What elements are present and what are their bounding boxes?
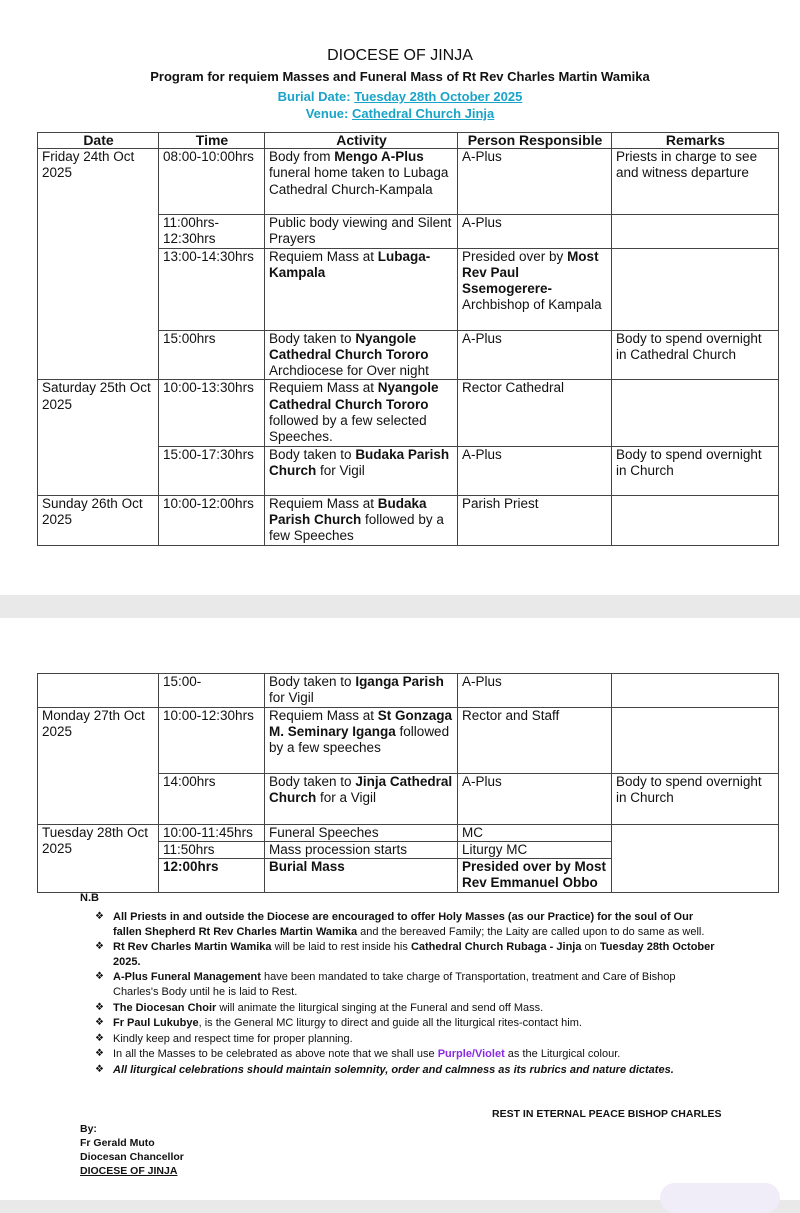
note-bold: Rt Rev Charles Martin Wamika — [113, 941, 272, 954]
activity-text: Body taken to — [269, 330, 356, 346]
activity-bold: Nyangole Cathedral Church Tororo — [269, 330, 429, 362]
activity-cell: Mass procession starts — [265, 841, 458, 858]
time-cell: 10:00-12:00hrs — [159, 495, 265, 545]
remarks-cell — [612, 674, 779, 708]
activity-cell — [265, 446, 458, 495]
signature-name: Fr Gerald Muto — [80, 1137, 155, 1149]
activity-cell — [265, 674, 458, 708]
note-bold: All Priests in and outside the Diocese are encouraged to offer Holy Masses ( — [113, 911, 512, 923]
activity-bold: Budaka Parish Church — [269, 495, 427, 527]
notes-list — [95, 910, 715, 1079]
activity-text: for Vigil — [269, 690, 314, 706]
date-cell: Friday 24th Oct 2025 — [38, 149, 159, 380]
schedule-table-page2 — [37, 673, 779, 893]
list-item — [95, 1001, 715, 1016]
activity-cell: Public body viewing and Silent Prayers — [265, 215, 458, 249]
activity-cell — [265, 707, 458, 773]
remarks-cell — [612, 380, 779, 446]
nb-label: N.B — [80, 892, 99, 904]
activity-cell — [265, 380, 458, 446]
remarks-cell: Body to spend overnight in Cathedral Church — [612, 330, 779, 380]
diamond-bullet-icon: ❖ — [95, 1001, 104, 1013]
date-cell: Tuesday 28th Oct 2025 — [38, 824, 159, 892]
activity-bold: Nyangole Cathedral Church Tororo — [269, 380, 439, 412]
note-text: will be laid to rest inside his — [271, 941, 411, 954]
time-cell: 11:00hrs-12:30hrs — [159, 215, 265, 249]
person-cell: A-Plus — [458, 674, 612, 708]
activity-cell — [265, 330, 458, 380]
venue-label: Venue: — [305, 106, 352, 121]
activity-text: for Vigil — [316, 462, 365, 478]
list-item — [95, 1032, 715, 1047]
person-cell: A-Plus — [458, 446, 612, 495]
note-text: as the Liturgical colour. — [504, 1048, 621, 1061]
activity-text: Body taken to — [269, 446, 356, 462]
diamond-bullet-icon: ❖ — [95, 941, 104, 953]
person-cell: Rector and Staff — [458, 707, 612, 773]
note-text: and the bereaved Family; the Laity are called upon to do same as well. — [357, 925, 705, 938]
time-cell: 10:00-12:30hrs — [159, 707, 265, 773]
activity-text: followed by a few Speeches — [269, 511, 444, 544]
note-text: on — [581, 941, 600, 954]
activity-text: for a Vigil — [316, 789, 377, 805]
remarks-cell — [612, 495, 779, 545]
signature-by: By: — [80, 1123, 97, 1135]
person-cell: Presided over by Most Rev Emmanuel Obbo — [458, 859, 612, 893]
activity-cell: Funeral Speeches — [265, 824, 458, 841]
list-item — [95, 1047, 715, 1062]
diamond-bullet-icon: ❖ — [95, 1032, 104, 1044]
activity-bold: St Gonzaga M. Seminary Iganga — [269, 707, 453, 739]
burial-date-line — [0, 89, 800, 104]
time-cell: 08:00-10:00hrs — [159, 149, 265, 215]
table-row — [38, 824, 779, 841]
list-item — [95, 1063, 715, 1078]
signature-role: Diocesan Chancellor — [80, 1151, 184, 1163]
activity-text: Archdiocese for Over night — [269, 363, 429, 379]
person-cell — [458, 248, 612, 330]
table-row — [38, 380, 779, 446]
document-title: DIOCESE OF JINJA — [327, 47, 473, 64]
note-bold: A-Plus Funeral Management — [113, 971, 261, 984]
diamond-bullet-icon: ❖ — [95, 1017, 104, 1029]
activity-text: Requiem Mass at — [269, 380, 378, 396]
note-text: In all the Masses to be celebrated as above note that we shall use — [113, 1048, 438, 1061]
activity-text: Body taken to — [269, 773, 356, 789]
diamond-bullet-icon: ❖ — [95, 1063, 104, 1075]
activity-text: funeral home taken to Lubaga Cathedral Church-Kampala — [269, 165, 449, 197]
note-bold-italic: All liturgical celebrations should maintain solemnity, order and calmness as its rubrics and nature dictates. — [113, 1063, 674, 1076]
remarks-cell: Body to spend overnight in Church — [612, 773, 779, 824]
note-text: have been mandated to take charge of Transportation, treatment and Care of Bishop Charles's Body until he is laid to Rest. — [113, 971, 676, 998]
person-cell: A-Plus — [458, 215, 612, 249]
header-activity: Activity — [265, 133, 458, 149]
venue-value: Cathedral Church Jinja — [351, 106, 495, 121]
table-row — [38, 495, 779, 545]
header-remarks: Remarks — [612, 133, 779, 149]
header-person: Person Responsible — [458, 133, 612, 149]
remarks-cell — [612, 707, 779, 773]
closing-line: REST IN ETERNAL PEACE BISHOP CHARLES — [492, 1108, 722, 1120]
activity-cell — [265, 149, 458, 215]
activity-bold: Jinja Cathedral Church — [269, 773, 453, 805]
person-text: Archbishop of Kampala — [462, 297, 602, 313]
date-cell: Saturday 25th Oct 2025 — [38, 380, 159, 495]
list-item — [95, 940, 715, 969]
time-cell: 15:00hrs — [159, 330, 265, 380]
remarks-cell: Body to spend overnight in Church — [612, 446, 779, 495]
activity-bold: Mengo A-Plus — [334, 149, 424, 164]
person-cell: Liturgy MC — [458, 841, 612, 858]
diamond-bullet-icon: ❖ — [95, 1048, 104, 1060]
time-cell: 15:00-17:30hrs — [159, 446, 265, 495]
list-item — [95, 910, 715, 939]
note-bold: as our Practice — [511, 911, 591, 923]
person-text: Presided over by — [462, 248, 568, 264]
venue-line — [0, 106, 800, 121]
note-bold: Rt Rev Charles Martin Wamika — [198, 925, 358, 938]
note-bold: ) for the soul of Our fallen Shepherd — [113, 911, 694, 938]
person-cell: MC — [458, 824, 612, 841]
date-cell: Monday 27th Oct 2025 — [38, 707, 159, 824]
header-time: Time — [159, 133, 265, 149]
activity-bold: Lubaga-Kampala — [269, 248, 431, 280]
diamond-bullet-icon: ❖ — [95, 911, 104, 922]
note-colored: Purple/Violet — [437, 1048, 505, 1061]
activity-text: Body from — [269, 149, 335, 164]
burial-value: Tuesday 28th October 2025 — [354, 89, 523, 104]
activity-bold: Budaka Parish Church — [269, 446, 450, 478]
remarks-cell: Priests in charge to see and witness departure — [612, 149, 779, 215]
activity-cell — [265, 773, 458, 824]
time-cell: 10:00-13:30hrs — [159, 380, 265, 446]
list-item — [95, 1016, 715, 1031]
activity-text: Requiem Mass at — [269, 248, 378, 264]
table-row — [38, 149, 779, 215]
activity-text: followed by a few speeches — [269, 723, 450, 756]
note-text: Kindly keep and respect time for proper planning. — [113, 1032, 353, 1045]
activity-text: Body taken to — [269, 674, 356, 689]
person-cell: Parish Priest — [458, 495, 612, 545]
note-bold: Fr Paul Lukubye — [113, 1017, 199, 1030]
time-cell: 12:00hrs — [159, 859, 265, 893]
table-header-row — [38, 133, 779, 149]
activity-text: followed by a few selected Speeches. — [269, 413, 427, 445]
overlay-button — [660, 1183, 780, 1213]
time-cell: 14:00hrs — [159, 773, 265, 824]
remarks-cell — [612, 824, 779, 892]
activity-cell — [265, 248, 458, 330]
note-bold: Tuesday 28th October 2025. — [113, 941, 715, 968]
person-cell: Rector Cathedral — [458, 380, 612, 446]
remarks-cell — [612, 248, 779, 330]
list-item — [95, 970, 715, 999]
note-text: , is the General MC liturgy to direct and guide all the liturgical rites-contact him. — [198, 1017, 582, 1030]
time-cell: 15:00- — [159, 674, 265, 708]
person-cell: A-Plus — [458, 149, 612, 215]
activity-text: Requiem Mass at — [269, 707, 378, 723]
time-cell: 11:50hrs — [159, 841, 265, 858]
note-bold: Cathedral Church Rubaga - Jinja — [410, 941, 582, 954]
time-cell: 13:00-14:30hrs — [159, 248, 265, 330]
person-cell: A-Plus — [458, 330, 612, 380]
note-bold: The Diocesan Choir — [113, 1001, 217, 1014]
burial-label: Burial Date: — [277, 89, 355, 104]
diamond-bullet-icon: ❖ — [95, 971, 104, 983]
person-cell: A-Plus — [458, 773, 612, 824]
time-cell: 10:00-11:45hrs — [159, 824, 265, 841]
date-cell: Sunday 26th Oct 2025 — [38, 495, 159, 545]
person-bold: Most Rev Paul Ssemogerere- — [462, 248, 599, 297]
table-row — [38, 674, 779, 708]
table-row — [38, 707, 779, 773]
activity-cell: Burial Mass — [265, 859, 458, 893]
schedule-table-page1 — [37, 132, 779, 546]
note-text: will animate the liturgical singing at the Funeral and send off Mass. — [216, 1001, 544, 1014]
date-cell — [38, 674, 159, 708]
header-date: Date — [38, 133, 159, 149]
activity-bold: Iganga Parish — [355, 674, 444, 689]
signature-org: DIOCESE OF JINJA — [80, 1165, 178, 1177]
document-subtitle: Program for requiem Masses and Funeral Mass of Rt Rev Charles Martin Wamika — [150, 69, 650, 84]
remarks-cell — [612, 215, 779, 249]
activity-text: Requiem Mass at — [269, 495, 378, 511]
activity-cell — [265, 495, 458, 545]
